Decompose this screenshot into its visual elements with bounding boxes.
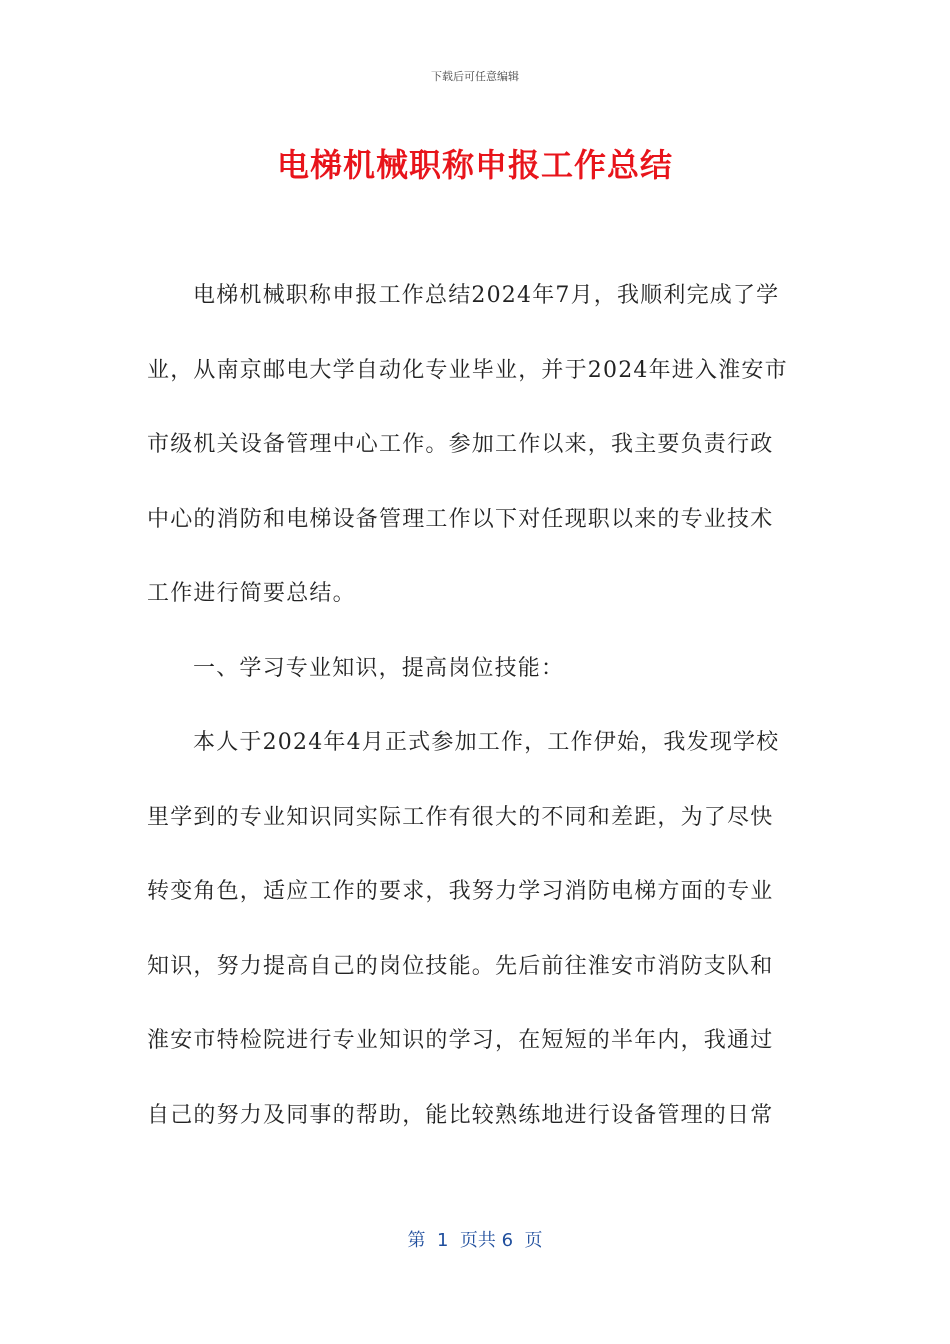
body-text: [147, 268, 799, 1162]
paragraph-line: 自己的努力及同事的帮助，能比较熟练地进行设备管理的日常: [147, 1102, 774, 1128]
paragraph-line: 中心的消防和电梯设备管理工作以下对任现职以来的专业技术: [147, 506, 774, 532]
paragraph-line: 淮安市特检院进行专业知识的学习，在短短的半年内，我通过: [147, 1028, 774, 1053]
document-title: 电梯机械职称申报工作总结: [276, 146, 673, 184]
header-note: 下载后可任意编辑: [431, 70, 519, 83]
paragraph-line: 市级机关设备管理中心工作。参加工作以来，我主要负责行政: [147, 432, 774, 457]
paragraph-line: 业，从南京邮电大学自动化专业毕业，并于2024年进入淮安市: [147, 357, 788, 383]
paragraph-line: 转变角色，适应工作的要求，我努力学习消防电梯方面的专业: [147, 879, 774, 904]
paragraph-line: 工作进行简要总结。: [147, 581, 356, 606]
section-heading: 一、学习专业知识，提高岗位技能：: [193, 655, 565, 681]
paragraph-line: 知识，努力提高自己的岗位技能。先后前往淮安市消防支队和: [147, 953, 774, 979]
paragraph-line: 电梯机械职称申报工作总结2024年7月，我顺利完成了学: [193, 283, 780, 308]
paragraph-line: 本人于2024年4月正式参加工作，工作伊始，我发现学校: [193, 730, 780, 755]
paragraph-line: 里学到的专业知识同实际工作有很大的不同和差距，为了尽快: [147, 804, 774, 830]
page-number-footer: 第 1 页共 6 页: [407, 1230, 543, 1251]
